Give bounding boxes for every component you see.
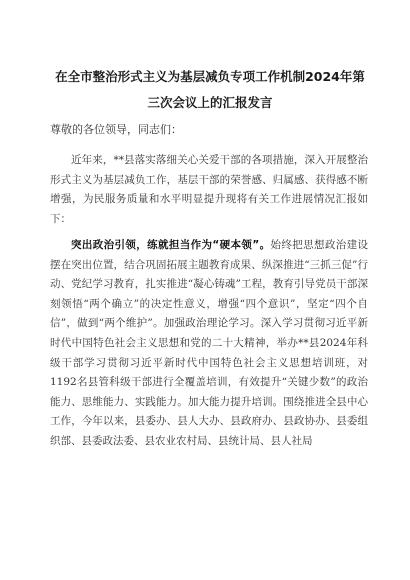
intro-paragraph: 近年来，**县落实落细关心关爱干部的各项措施，深入开展整治形式主义为基层减负工作，基层干部的荣誉感、归属感、获得感不断增强，为民服务质量和水平明显提升现将有关工作进展情况汇报如下： xyxy=(50,154,368,225)
salutation: 尊敬的各位领导，同志们： xyxy=(50,123,182,136)
section-paragraph xyxy=(50,236,368,452)
document-title: 在全市整治形式主义为基层减负专项工作机制2024年第三次会议上的汇报发言 xyxy=(55,69,365,110)
section-heading: 突出政治引领，练就担当作为“硬本领”。 xyxy=(71,239,271,251)
section-body: 始终把思想政治建设摆在突出位置，结合巩固拓展主题教育成果、纵深推进“三抓三促”行动、党纪学习教育，扎实推进“凝心铸魂”工程，教育引导党员干部深刻领悟“两个确立”的决定性意义，增强“四个意识”，坚定“四个自信”，做到“两个维护”。加强政治理论学习。深入学习贯彻习近平新时代中国特色社会主义思想和党的二十大精神，举办**县2024年科级干部学习贯彻习近平新时代中国特色社会主义思想培训班，对1192名县管科级干部进行全覆盖培训，有效提升“关键少数”的政治能力、思维能力、实践能力。加大能力提升培训。围绕推进全县中心工作，今年以来，县委办、县人大办、县政府办、县政协办、县委组织部、县委政法委、县农业农村局、县统计局、县人社局 xyxy=(50,239,369,447)
